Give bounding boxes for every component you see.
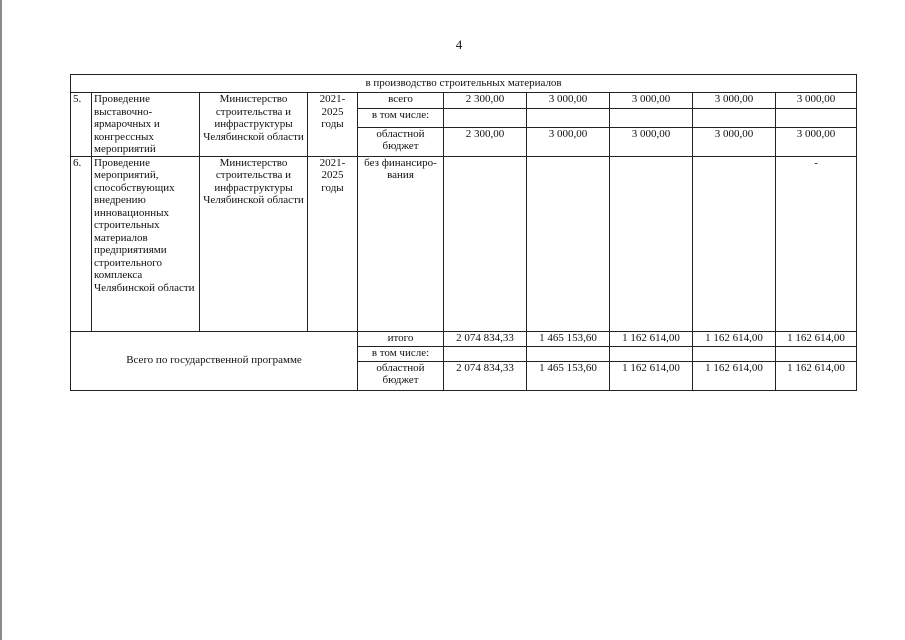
value-2024: 1 162 614,00 [693, 331, 776, 346]
value-2025: 3 000,00 [776, 93, 857, 109]
event-name: Проведение мероприятий, способствующих внедрению инновационных строительных материалов предприятиями строительного комплекса Челябинской области [92, 156, 200, 331]
funding-source: областной бюджет [358, 361, 444, 390]
value-2023 [610, 156, 693, 331]
executor: Министерство строительства и инфраструктуры Челябинской области [200, 156, 308, 331]
value-2025: 1 162 614,00 [776, 361, 857, 390]
page-edge-line [0, 0, 2, 640]
value-2024 [693, 108, 776, 127]
value-2022 [527, 156, 610, 331]
value-2021: 2 300,00 [444, 127, 527, 156]
value-2025: - [776, 156, 857, 331]
table-row [71, 156, 857, 331]
value-2023 [610, 346, 693, 361]
table-row [71, 93, 857, 109]
value-2021 [444, 156, 527, 331]
executor: Министерство строительства и инфраструктуры Челябинской области [200, 93, 308, 157]
row-number: 5. [71, 93, 92, 157]
value-2022: 3 000,00 [527, 93, 610, 109]
event-name: Проведение выставочно-ярмарочных и конгрессных мероприятий [92, 93, 200, 157]
value-2024 [693, 346, 776, 361]
value-2022 [527, 108, 610, 127]
value-2023: 3 000,00 [610, 127, 693, 156]
total-row [71, 331, 857, 346]
value-2023: 1 162 614,00 [610, 331, 693, 346]
value-2022: 1 465 153,60 [527, 361, 610, 390]
value-2022: 1 465 153,60 [527, 331, 610, 346]
funding-source: в том числе: [358, 346, 444, 361]
value-2021 [444, 108, 527, 127]
row-number: 6. [71, 156, 92, 331]
funding-source: областной бюджет [358, 127, 444, 156]
funding-source: в том числе: [358, 108, 444, 127]
funding-source: всего [358, 93, 444, 109]
value-2021: 2 074 834,33 [444, 331, 527, 346]
funding-source: без финансиро-вания [358, 156, 444, 331]
budget-table [70, 74, 857, 391]
value-2024: 1 162 614,00 [693, 361, 776, 390]
value-2023: 1 162 614,00 [610, 361, 693, 390]
value-2025: 3 000,00 [776, 127, 857, 156]
value-2024 [693, 156, 776, 331]
section-header: в производство строительных материалов [71, 75, 857, 93]
value-2022 [527, 346, 610, 361]
value-2021 [444, 346, 527, 361]
page-number: 4 [455, 37, 463, 52]
value-2022: 3 000,00 [527, 127, 610, 156]
value-2024: 3 000,00 [693, 127, 776, 156]
period: 2021-2025 годы [308, 93, 358, 157]
value-2023 [610, 108, 693, 127]
value-2025 [776, 108, 857, 127]
total-label: Всего по государственной программе [71, 331, 358, 390]
period: 2021-2025 годы [308, 156, 358, 331]
section-header-row [71, 75, 857, 93]
value-2021: 2 300,00 [444, 93, 527, 109]
value-2021: 2 074 834,33 [444, 361, 527, 390]
value-2023: 3 000,00 [610, 93, 693, 109]
value-2024: 3 000,00 [693, 93, 776, 109]
value-2025: 1 162 614,00 [776, 331, 857, 346]
funding-source: итого [358, 331, 444, 346]
value-2025 [776, 346, 857, 361]
